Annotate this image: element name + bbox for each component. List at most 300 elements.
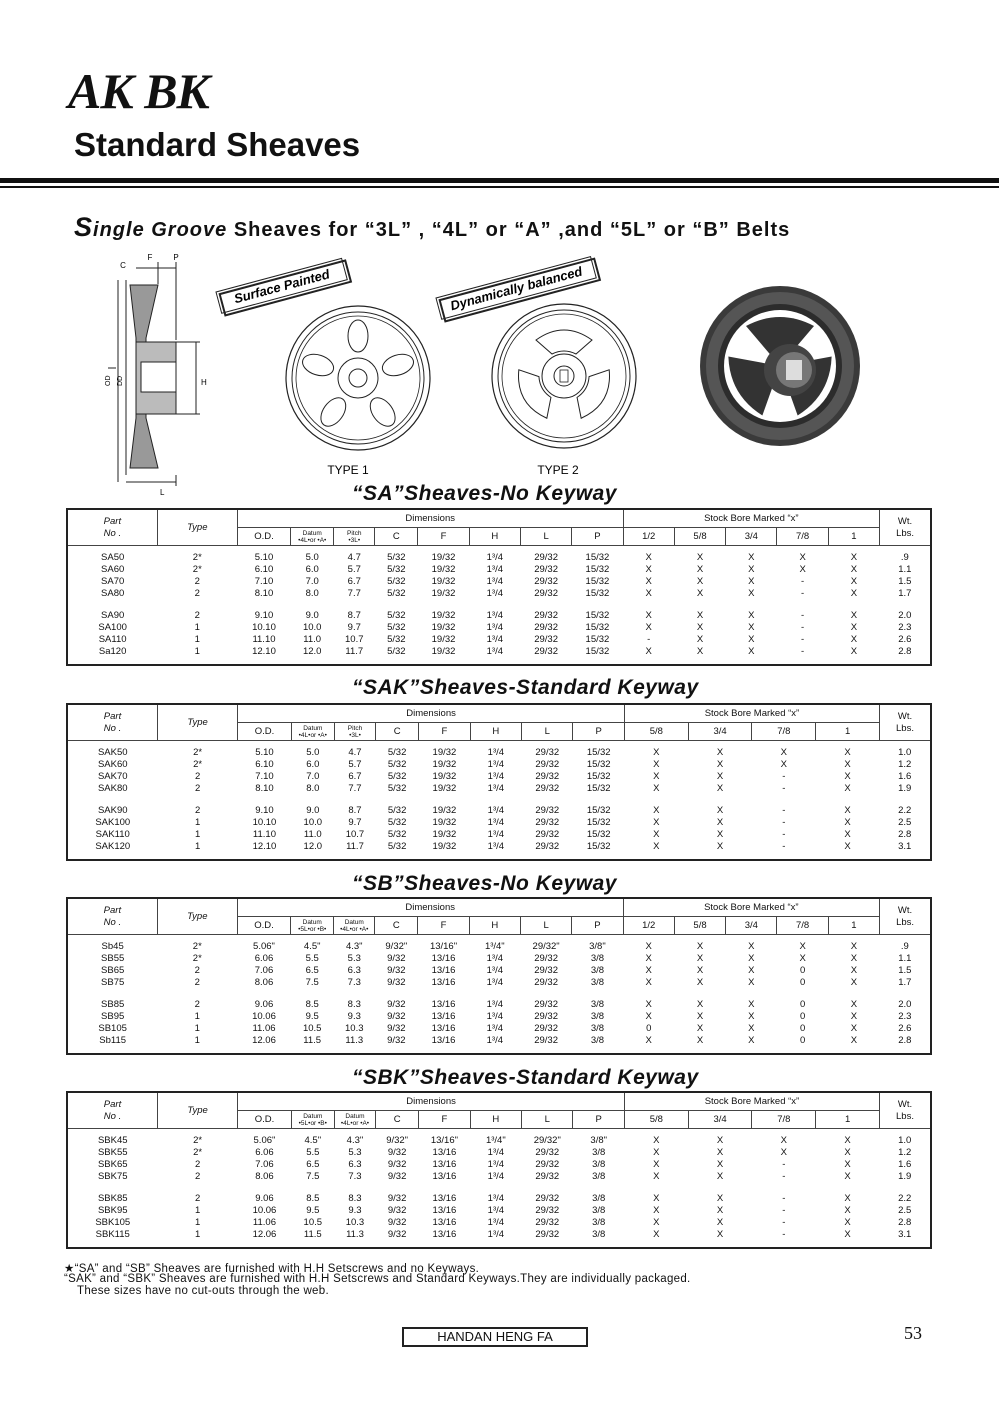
dim-l-header: L <box>520 917 571 935</box>
table-cell: 8.3 <box>348 1193 362 1204</box>
table-row <box>67 953 931 965</box>
table-cell: 29/32 <box>534 634 558 645</box>
dim-l-header: L <box>522 723 573 741</box>
table-cell: 15/32 <box>586 759 611 770</box>
dynamically-balanced-text: Dynamically balanced <box>448 263 584 314</box>
datum-header <box>291 917 334 935</box>
cross-section-drawing <box>108 262 200 486</box>
table-cell: 13/16 <box>432 1147 457 1158</box>
gap-cell <box>67 989 931 999</box>
bore-size-header: 7/8 <box>752 1111 816 1129</box>
type-cell: 1 <box>194 622 200 633</box>
table-cell: X <box>653 771 660 782</box>
part-number-cell: SA50 <box>101 552 125 563</box>
table-cell: 8.10 <box>255 783 274 794</box>
pitch-header-line2: •4L•or •A• <box>340 1119 370 1127</box>
type-cell: 2 <box>194 1159 201 1170</box>
dim-od-label: OD <box>105 375 112 386</box>
note-2: “SAK” and “SBK” Sheaves are furnished with H.H Setscrews and Standard Keyways.They are individually packaged. <box>64 1273 691 1285</box>
table-cell: 9.5 <box>305 1011 319 1022</box>
table-cell: 1.5 <box>898 576 912 587</box>
table-cell: 19/32 <box>432 783 457 794</box>
type-cell: 2 <box>194 977 200 988</box>
table-cell: X <box>645 576 652 587</box>
table-cell: 13/16 <box>432 1193 457 1204</box>
dim-c-header: C <box>376 1111 419 1129</box>
table-cell: 8.06 <box>255 1171 274 1182</box>
spacer-row <box>67 1241 931 1248</box>
table-cell: X <box>716 1217 724 1228</box>
dimensions-header: Dimensions <box>238 1092 625 1111</box>
table-cell: X <box>850 1035 858 1046</box>
table-cell: 1³/4 <box>487 1159 505 1170</box>
header-row <box>67 704 931 723</box>
table-title-sb: “SB”Sheaves-No Keyway <box>352 872 617 895</box>
table-cell: 15/32 <box>585 564 610 575</box>
table-cell: 29/32 <box>534 588 558 599</box>
table-cell: 29/32" <box>533 1135 561 1146</box>
table-cell: 3/8 <box>590 1023 605 1034</box>
table-cell: 5.5 <box>306 1147 320 1158</box>
dim-c-label: C <box>120 261 126 270</box>
datum-header-line1: Datum <box>302 529 322 537</box>
table-cell: 3/8 <box>590 953 605 964</box>
table-cell: X <box>850 634 858 645</box>
table-cell: 3/8 <box>590 965 605 976</box>
table-cell: 15/32 <box>585 588 610 599</box>
table-cell: 1³/4 <box>487 771 505 782</box>
part-no-header <box>67 509 157 546</box>
table-cell: X <box>844 1193 851 1204</box>
type-cell: 2 <box>194 805 201 816</box>
part-number-cell: Sb45 <box>101 941 124 952</box>
group-gap-row <box>67 795 931 805</box>
table-row <box>67 1023 931 1035</box>
table-cell: 6.7 <box>347 576 361 587</box>
table-cell: 5.10 <box>255 747 274 758</box>
type2-label: TYPE 2 <box>537 463 579 477</box>
table-cell: 0 <box>646 1023 652 1034</box>
datum-header-line1: Datum <box>302 918 322 926</box>
pitch-header <box>334 528 375 546</box>
part-number-cell: SB65 <box>101 965 125 976</box>
type1-drawing <box>286 306 430 450</box>
table-row <box>67 1159 931 1171</box>
table-cell: 4.7 <box>348 747 362 758</box>
table-cell: 2.0 <box>898 610 912 621</box>
type-header: Type <box>158 704 238 741</box>
table-cell: 9.06 <box>255 1193 274 1204</box>
table-cell: 29/32 <box>534 1035 558 1046</box>
table-cell: X <box>716 841 724 852</box>
dim-c-header: C <box>375 528 418 546</box>
table-cell: 1.1 <box>898 564 912 575</box>
table-cell: X <box>653 1229 660 1240</box>
table-row <box>67 646 931 658</box>
group-gap-row <box>67 600 931 610</box>
table-cell: X <box>844 829 851 840</box>
table-cell: X <box>653 1205 660 1216</box>
table-cell: 29/32 <box>535 1147 560 1158</box>
table-cell: X <box>748 576 755 587</box>
datum-header <box>291 723 334 741</box>
table-cell: X <box>653 829 660 840</box>
part-no-header <box>67 1092 158 1129</box>
table-cell: X <box>748 622 755 633</box>
table-cell: X <box>799 552 806 563</box>
pitch-header-line1: Datum <box>345 1112 365 1120</box>
type-cell: 2 <box>194 1193 201 1204</box>
table-cell: X <box>716 783 724 794</box>
dim-c-header: C <box>375 917 418 935</box>
table-cell: 5.7 <box>347 564 361 575</box>
table-cell: - <box>801 622 805 633</box>
bore-size-header: 7/8 <box>752 723 816 741</box>
part-number-cell: SB55 <box>101 953 125 964</box>
table-cell: 13/16 <box>432 1217 457 1228</box>
type-cell: 1 <box>194 1011 200 1022</box>
table-cell: 3/8 <box>590 977 605 988</box>
table-cell: 4.5" <box>304 1135 322 1146</box>
table-cell: 29/32 <box>535 1205 560 1216</box>
sbk-table <box>66 1091 932 1249</box>
table-cell: 8.7 <box>347 610 361 621</box>
type-cell: 1 <box>194 841 201 852</box>
table-cell: 9/32 <box>387 1229 407 1240</box>
table-cell: 13/16 <box>432 1205 457 1216</box>
type2-drawing <box>492 304 636 448</box>
table-cell: - <box>782 1193 786 1204</box>
table-cell: 2.2 <box>898 805 912 816</box>
table-cell: 1³/4 <box>486 1023 503 1034</box>
table-row <box>67 977 931 989</box>
header-rule-thick <box>0 178 999 183</box>
dim-p-header: P <box>572 528 623 546</box>
table-cell: 11.06 <box>252 1217 276 1228</box>
table-row <box>67 759 931 771</box>
note-1: ★“SA” and “SB” Sheaves are furnished with H.H Setscrews and no Keyways. <box>64 1263 480 1275</box>
table-cell: 10.5 <box>303 1217 323 1228</box>
table-cell: 5.5 <box>305 953 319 964</box>
header-row <box>67 1092 931 1111</box>
table-cell: 1.7 <box>898 977 912 988</box>
type-cell: 2* <box>193 759 203 770</box>
wt-header-text: Wt. <box>897 904 913 916</box>
table-cell: 5.3 <box>348 1147 362 1158</box>
table-cell: 8.5 <box>305 999 319 1010</box>
bore-size-header: 1/2 <box>623 528 674 546</box>
type-header: Type <box>157 898 237 935</box>
dim-f-header: F <box>419 1111 470 1129</box>
table-cell: X <box>844 1205 851 1216</box>
table-cell: X <box>716 1135 724 1146</box>
table-cell: 1³/4 <box>486 953 503 964</box>
table-cell: 7.3 <box>348 1171 362 1182</box>
spacer-cell <box>67 1241 931 1248</box>
table-row <box>67 564 931 576</box>
table-row <box>67 841 931 853</box>
table-cell: 19/32 <box>431 588 456 599</box>
table-cell: 13/16 <box>431 977 456 988</box>
table-cell: 13/16" <box>430 1135 458 1146</box>
table-cell: 1³/4 <box>486 610 503 621</box>
table-cell: X <box>748 977 755 988</box>
table-cell: X <box>653 759 660 770</box>
table-cell: X <box>850 646 858 657</box>
dim-f-header: F <box>419 723 470 741</box>
table-cell: 5/32 <box>387 552 406 563</box>
table-cell: X <box>653 841 660 852</box>
table-cell: 9.3 <box>347 1011 361 1022</box>
table-cell: - <box>782 1229 786 1240</box>
table-cell: 9/32 <box>387 977 406 988</box>
group-gap-row <box>67 1183 931 1193</box>
table-cell: 7.3 <box>347 977 361 988</box>
table-cell: 13/16 <box>431 965 456 976</box>
table-cell: 29/32 <box>535 759 560 770</box>
table-row <box>67 1135 931 1147</box>
table-cell: X <box>716 1147 724 1158</box>
table-cell: 1³/4" <box>484 941 505 952</box>
table-cell: 10.0 <box>302 622 322 633</box>
table-cell: 2.5 <box>898 1205 912 1216</box>
no-header-text: No . <box>103 1110 122 1122</box>
table-cell: X <box>850 941 858 952</box>
table-cell: X <box>645 622 652 633</box>
table-cell: 29/32 <box>534 576 558 587</box>
table-cell: X <box>850 622 858 633</box>
table-cell: X <box>653 817 660 828</box>
table-cell: X <box>850 999 858 1010</box>
dim-l-label: L <box>160 488 165 497</box>
type-cell: 2* <box>192 953 202 964</box>
table-cell: 10.7 <box>345 634 364 645</box>
table-cell: 29/32 <box>534 1011 558 1022</box>
table-row <box>67 771 931 783</box>
table-cell: X <box>844 783 851 794</box>
table-cell: 9.0 <box>305 610 319 621</box>
table-cell: 1³/4 <box>487 1229 505 1240</box>
table-row <box>67 576 931 588</box>
table-cell: 5.06" <box>253 1135 276 1146</box>
table-cell: 1³/4 <box>486 965 503 976</box>
table-cell: 1³/4 <box>487 1171 505 1182</box>
weight-header <box>880 898 931 935</box>
table-cell: X <box>696 552 704 563</box>
table-cell: 1³/4 <box>487 783 505 794</box>
note-3: These sizes have no cut-outs through the web. <box>77 1285 329 1297</box>
table-cell: 5.0 <box>305 552 319 563</box>
bore-size-header: 1 <box>816 723 880 741</box>
table-cell: 29/32 <box>534 622 558 633</box>
part-header-text: Part <box>103 515 122 527</box>
table-cell: 13/16" <box>429 941 458 952</box>
table-cell: 19/32 <box>431 646 456 657</box>
table-cell: X <box>696 588 704 599</box>
od-header: O.D. <box>238 723 291 741</box>
table-cell: 15/32 <box>585 576 610 587</box>
stock-bore-header: Stock Bore Marked “x” <box>623 898 880 917</box>
table-cell: X <box>799 953 806 964</box>
part-no-header <box>67 898 157 935</box>
pitch-header <box>334 723 375 741</box>
part-number-cell: SBK45 <box>97 1135 128 1146</box>
part-number-cell: SA80 <box>101 588 125 599</box>
table-cell: 19/32 <box>431 622 456 633</box>
table-cell: 3/8 <box>590 999 605 1010</box>
table-cell: X <box>645 1035 652 1046</box>
table-cell: 9/32 <box>387 1217 407 1228</box>
table-cell: - <box>782 817 786 828</box>
table-cell: X <box>850 977 858 988</box>
table-cell: 6.06 <box>255 1147 274 1158</box>
table-cell: 19/32 <box>432 805 457 816</box>
table-cell: 19/32 <box>431 564 456 575</box>
table-cell: 15/32 <box>586 829 611 840</box>
table-cell: 1³/4 <box>487 1193 505 1204</box>
table-cell: 6.5 <box>305 965 319 976</box>
pitch-header-line2: •3L• <box>348 536 361 544</box>
table-cell: X <box>748 953 755 964</box>
type-cell: 2* <box>193 1135 203 1146</box>
table-cell: 29/32 <box>535 771 560 782</box>
part-number-cell: SB105 <box>98 1023 127 1034</box>
table-cell: 13/16 <box>432 1229 457 1240</box>
table-cell: 13/16 <box>431 1011 456 1022</box>
table-cell: 10.10 <box>252 817 277 828</box>
pitch-header-line1: Datum <box>344 918 364 926</box>
table-cell: X <box>844 1159 851 1170</box>
table-title-sbk: “SBK”Sheaves-Standard Keyway <box>352 1066 699 1089</box>
table-cell: - <box>782 1217 786 1228</box>
table-cell: 19/32 <box>432 771 457 782</box>
table-cell: 2.8 <box>898 829 912 840</box>
dim-f-header: F <box>418 917 469 935</box>
table-cell: X <box>850 564 858 575</box>
od-header: O.D. <box>237 917 290 935</box>
part-header-text: Part <box>103 710 122 722</box>
type-cell: 2* <box>192 564 202 575</box>
table-cell: 1.6 <box>898 1159 912 1170</box>
table-cell: 19/32 <box>432 817 457 828</box>
table-cell: 5/32 <box>387 817 407 828</box>
table-cell: 5/32 <box>387 576 406 587</box>
table-cell: 6.7 <box>348 771 362 782</box>
table-cell: 5/32 <box>387 841 407 852</box>
table-cell: 7.06 <box>254 965 274 976</box>
header-row <box>67 898 931 917</box>
table-cell: X <box>645 941 652 952</box>
table-cell: 29/32 <box>535 1159 560 1170</box>
type-cell: 2 <box>194 783 201 794</box>
datum-header-line2: •4L•or •A• <box>298 731 327 739</box>
table-cell: 6.06 <box>254 953 274 964</box>
part-number-cell: SA60 <box>101 564 125 575</box>
table-cell: X <box>716 1229 724 1240</box>
table-cell: X <box>653 783 660 794</box>
part-number-cell: SAK90 <box>97 805 128 816</box>
type-cell: 2 <box>194 576 200 587</box>
table-cell: X <box>716 1159 724 1170</box>
bore-size-header: 1 <box>828 917 879 935</box>
table-cell: X <box>696 610 704 621</box>
table-cell: 3.1 <box>898 841 912 852</box>
type1-label: TYPE 1 <box>327 463 369 477</box>
bore-size-header: 5/8 <box>674 528 725 546</box>
table-row <box>67 588 931 600</box>
table-cell: X <box>716 817 724 828</box>
table-cell: 11.06 <box>252 1023 276 1034</box>
table-cell: 13/16 <box>432 1171 457 1182</box>
table-row <box>67 1217 931 1229</box>
table-cell: 5.7 <box>348 759 362 770</box>
type-cell: 1 <box>194 1035 200 1046</box>
bore-size-header: 5/8 <box>624 723 688 741</box>
table-cell: 7.0 <box>306 771 320 782</box>
table-row <box>67 1011 931 1023</box>
type-cell: 1 <box>194 1217 201 1228</box>
heading-single-groove: ingle Groove <box>93 219 228 241</box>
page-subtitle: Standard Sheaves <box>74 126 361 163</box>
table-cell: 7.5 <box>305 977 319 988</box>
table-row <box>67 622 931 634</box>
datum-header-line2: •5L•or •B• <box>298 925 327 933</box>
type-cell: 1 <box>194 817 201 828</box>
table-cell: 9.3 <box>348 1205 362 1216</box>
table-cell: 2.8 <box>898 1035 912 1046</box>
type-cell: 1 <box>194 829 201 840</box>
table-cell: 29/32 <box>535 747 560 758</box>
pitch-header <box>334 1111 375 1129</box>
table-cell: 9.06 <box>254 999 274 1010</box>
table-cell: 5/32 <box>387 759 407 770</box>
table-cell: 9.10 <box>255 805 274 816</box>
table-cell: 29/32 <box>534 977 558 988</box>
section-heading <box>74 212 790 243</box>
table-cell: 1.0 <box>898 747 912 758</box>
table-cell: 15/32 <box>586 771 611 782</box>
table-cell: 7.7 <box>348 783 362 794</box>
no-header-text: No . <box>103 722 122 734</box>
table-cell: X <box>696 965 704 976</box>
part-number-cell: SBK95 <box>97 1205 128 1216</box>
table-cell: 3.1 <box>898 1229 912 1240</box>
table-cell: X <box>696 646 704 657</box>
type-cell: 1 <box>194 646 200 657</box>
table-cell: 3/8 <box>592 1217 606 1228</box>
table-cell: X <box>748 941 755 952</box>
table-cell: X <box>653 1217 660 1228</box>
table-cell: 1³/4 <box>486 1035 503 1046</box>
table-cell: X <box>645 610 652 621</box>
table-cell: 1³/4 <box>487 1147 505 1158</box>
table-cell: X <box>748 564 755 575</box>
table-cell: X <box>716 829 724 840</box>
company-footer: HANDAN HENG FA <box>402 1327 588 1347</box>
brand-title: AK BK <box>68 63 209 119</box>
part-number-cell: Sb115 <box>99 1035 127 1046</box>
table-cell: 5.0 <box>306 747 320 758</box>
table-cell: 29/32 <box>534 965 558 976</box>
table-cell: - <box>801 576 805 587</box>
table-cell: 5.10 <box>254 552 274 563</box>
table-cell: 5/32 <box>387 646 406 657</box>
table-cell: X <box>780 1147 787 1158</box>
table-cell: 6.5 <box>306 1159 320 1170</box>
table-cell: 9/32 <box>387 1035 406 1046</box>
table-cell: X <box>748 646 755 657</box>
table-cell: 9.0 <box>306 805 320 816</box>
